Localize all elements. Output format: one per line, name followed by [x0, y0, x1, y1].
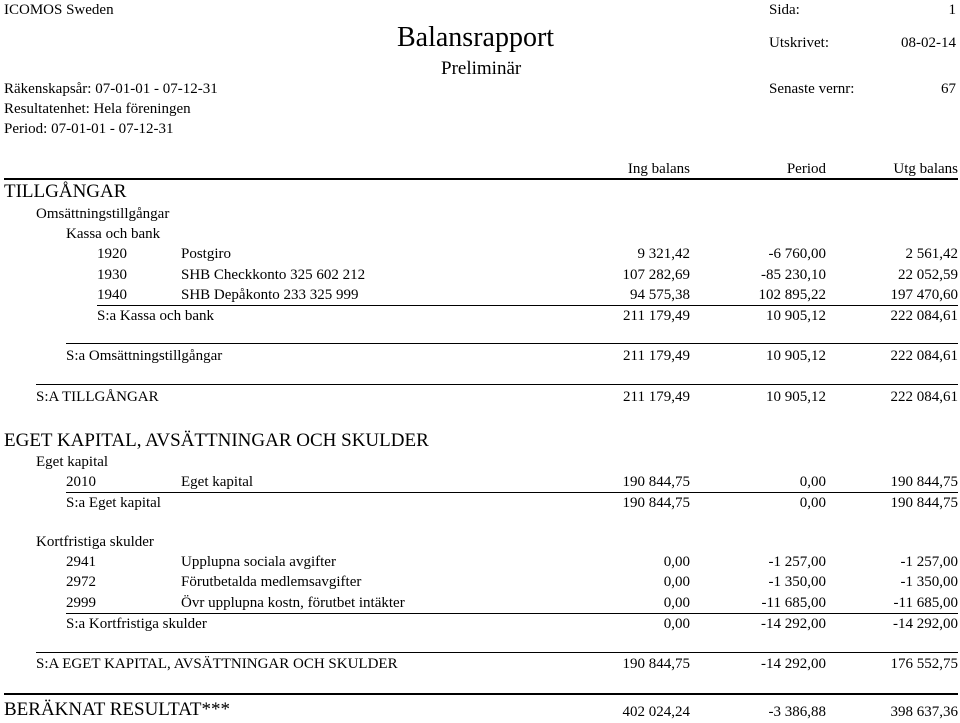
sum-rule	[36, 384, 958, 385]
header-rule	[4, 178, 958, 180]
period-value: 0,00	[799, 474, 826, 490]
page-label: Sida:	[769, 2, 800, 18]
ing-value: 0,00	[663, 616, 690, 632]
period-value: -6 760,00	[768, 246, 826, 262]
utg-value: -1 257,00	[900, 554, 958, 570]
account-name: SHB Checkkonto 325 602 212	[181, 267, 366, 283]
ing-value: 402 024,24	[622, 704, 690, 720]
period-value: -1 257,00	[768, 554, 826, 570]
period-value: 10 905,12	[766, 389, 826, 405]
col-period: Period	[786, 161, 826, 177]
sum-label: S:a Kortfristiga skulder	[66, 616, 207, 632]
account-name: Postgiro	[181, 246, 232, 262]
ing-value: 107 282,69	[622, 267, 690, 283]
sum-rule	[36, 652, 958, 653]
report-title: Balansrapport	[397, 22, 555, 53]
account-number: 1920	[97, 246, 127, 262]
ing-value: 211 179,49	[623, 348, 690, 364]
account-number: 2972	[66, 574, 96, 590]
ing-value: 190 844,75	[622, 474, 690, 490]
col-utg-balans: Utg balans	[893, 161, 958, 177]
account-number: 2010	[66, 474, 96, 490]
ing-value: 190 844,75	[622, 656, 690, 672]
last-vernr-label: Senaste vernr:	[769, 81, 855, 97]
sum-label: S:a Kassa och bank	[97, 308, 215, 324]
result-unit: Resultatenhet: Hela föreningen	[4, 101, 191, 117]
account-name: Upplupna sociala avgifter	[181, 554, 336, 570]
utg-value: -11 685,00	[893, 595, 958, 611]
page-number: 1	[948, 2, 956, 18]
account-number: 1940	[97, 287, 127, 303]
sum-rule	[66, 492, 958, 493]
ing-value: 94 575,38	[630, 287, 690, 303]
ing-value: 211 179,49	[623, 389, 690, 405]
sum-rule	[66, 613, 958, 614]
sum-rule	[66, 343, 958, 344]
liabilities-heading: EGET KAPITAL, AVSÄTTNINGAR OCH SKULDER	[4, 430, 429, 451]
company-name: ICOMOS Sweden	[4, 2, 114, 18]
period-value: -14 292,00	[761, 656, 826, 672]
utg-value: 190 844,75	[890, 495, 958, 511]
account-name: SHB Depåkonto 233 325 999	[181, 287, 359, 303]
utg-value: 222 084,61	[890, 348, 958, 364]
total-label: S:A TILLGÅNGAR	[36, 389, 159, 405]
ing-value: 190 844,75	[622, 495, 690, 511]
utg-value: 222 084,61	[890, 389, 958, 405]
last-vernr-value: 67	[941, 81, 956, 97]
report-subtitle: Preliminär	[441, 58, 522, 79]
utg-value: 2 561,42	[905, 246, 958, 262]
period-value: 0,00	[799, 495, 826, 511]
period-value: -11 685,00	[761, 595, 826, 611]
sum-label: S:a Omsättningstillgångar	[66, 348, 223, 364]
utg-value: -14 292,00	[893, 616, 958, 632]
group-heading: Eget kapital	[36, 454, 109, 470]
account-number: 2999	[66, 595, 96, 611]
result-rule	[4, 693, 958, 695]
period-value: 10 905,12	[766, 348, 826, 364]
utg-value: 222 084,61	[890, 308, 958, 324]
utg-value: 176 552,75	[890, 656, 958, 672]
ing-value: 0,00	[663, 554, 690, 570]
ing-value: 0,00	[663, 574, 690, 590]
group-heading: Omsättningstillgångar	[36, 206, 170, 222]
col-ing-balans: Ing balans	[627, 161, 690, 177]
sum-rule	[97, 305, 958, 306]
printed-date: 08-02-14	[901, 35, 956, 51]
utg-value: 22 052,59	[898, 267, 958, 283]
period-value: -85 230,10	[761, 267, 826, 283]
utg-value: -1 350,00	[900, 574, 958, 590]
ing-value: 0,00	[663, 595, 690, 611]
period-value: -14 292,00	[761, 616, 826, 632]
account-number: 1930	[97, 267, 127, 283]
ing-value: 211 179,49	[623, 308, 690, 324]
subgroup-heading: Kassa och bank	[66, 226, 161, 242]
result-label: BERÄKNAT RESULTAT***	[4, 699, 230, 720]
printed-label: Utskrivet:	[769, 35, 829, 51]
ing-value: 9 321,42	[637, 246, 690, 262]
total-label: S:A EGET KAPITAL, AVSÄTTNINGAR OCH SKULDER	[36, 656, 398, 672]
period: Period: 07-01-01 - 07-12-31	[4, 121, 174, 137]
period-value: -3 386,88	[768, 704, 826, 720]
utg-value: 197 470,60	[890, 287, 958, 303]
account-name: Eget kapital	[181, 474, 254, 490]
account-name: Övr upplupna kostn, förutbet intäkter	[181, 595, 405, 611]
period-value: -1 350,00	[768, 574, 826, 590]
utg-value: 398 637,36	[890, 704, 958, 720]
period-value: 102 895,22	[758, 287, 826, 303]
group-heading: Kortfristiga skulder	[36, 534, 154, 550]
sum-label: S:a Eget kapital	[66, 495, 161, 511]
fiscal-year: Räkenskapsår: 07-01-01 - 07-12-31	[4, 81, 218, 97]
account-number: 2941	[66, 554, 96, 570]
period-value: 10 905,12	[766, 308, 826, 324]
account-name: Förutbetalda medlemsavgifter	[181, 574, 362, 590]
assets-heading: TILLGÅNGAR	[4, 181, 127, 202]
utg-value: 190 844,75	[890, 474, 958, 490]
